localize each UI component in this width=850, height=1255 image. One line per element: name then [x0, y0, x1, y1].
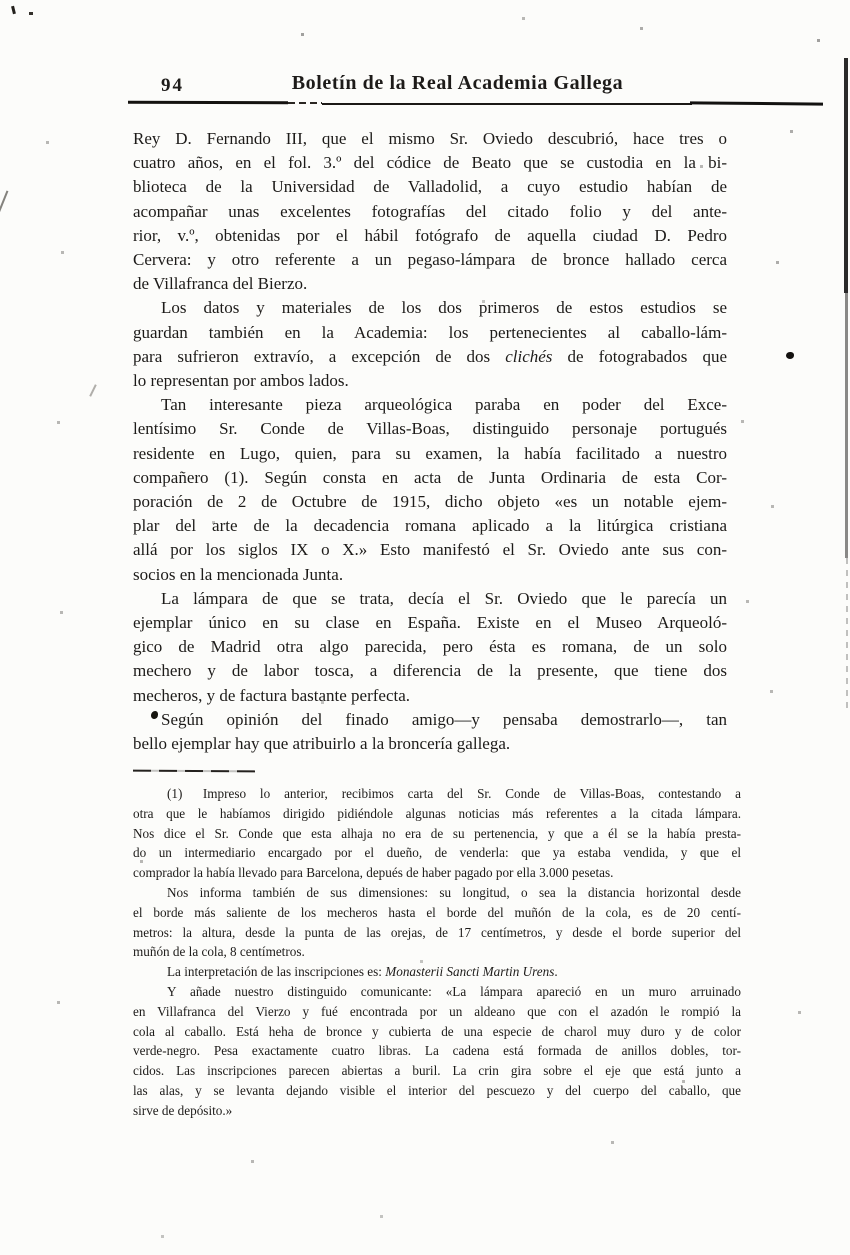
text-line: cidos. Las inscripciones parecen abiertas a buril. La crin gira sobre el eje que está junto a	[133, 1063, 741, 1079]
header-rule-middle	[322, 103, 692, 105]
text-line: otra que le habíamos dirigido pidiéndole algunas noticias más referentes a la citada lámpara.	[133, 805, 741, 821]
text-line: Y añade nuestro distinguido comunicante: «La lámpara apareció en un muro arruinado	[167, 983, 741, 999]
ink-dot-artifact	[786, 352, 794, 359]
text-line: cola al caballo. Está heha de bronce y cubierta de una especie de charol muy duro y de color	[133, 1023, 741, 1039]
journal-title: Boletín de la Real Academia Gallega	[291, 72, 624, 94]
text-line: allá por los siglos IX o X.» Esto manifestó el Sr. Oviedo ante sus con-	[133, 540, 727, 560]
scan-scratch-artifact	[0, 190, 8, 213]
text-line: ejemplar único en su clase en España. Existe en el Museo Arqueoló-	[133, 613, 727, 633]
text-line: para sufrieron extravío, a excepción de dos clichés de fotograbados que	[133, 346, 727, 366]
text-line: compañero (1). Según consta en acta de Junta Ordinaria de esta Cor-	[133, 467, 727, 487]
header-rule-left	[128, 101, 288, 104]
scan-noise-speckles	[0, 0, 1, 1]
text-line: guardan también en la Academia: los pertenecientes al caballo-lám-	[133, 322, 727, 342]
text-line: gico de Madrid otra algo parecida, pero ésta es romana, de un solo	[133, 637, 727, 657]
footnote-separator-rule	[133, 770, 255, 773]
scan-corner-mark	[11, 6, 16, 14]
header-rule-dashes	[288, 102, 322, 104]
text-line: las alas, y se levanta dejando visible el interior del pescuezo y del cuerpo del caballo, que	[133, 1082, 741, 1098]
text-line: Nos dice el Sr. Conde que esta alhaja no era de su pertenencia, y que a él se la había presta-	[133, 825, 741, 841]
scan-scratch-artifact	[89, 384, 96, 397]
text-line: Según opinión del finado amigo—y pensaba demostrarlo—, tan	[161, 709, 727, 729]
scan-edge-line	[844, 58, 848, 293]
text-line: comprador la había llevado para Barcelona, depués de haber pagado por ella 3.000 pesetas.	[133, 865, 614, 881]
text-line: plar del arte de la decadencia romana aplicado a la litúrgica cristiana	[133, 516, 727, 536]
text-line: poración de 2 de Octubre de 1915, dicho objeto «es un notable ejem-	[133, 492, 727, 512]
text-line: blioteca de la Universidad de Valladolid, a cuyo estudio habían de	[133, 177, 727, 197]
text-line: residente en Lugo, quien, para su examen, la había facilitado a nuestro	[133, 443, 727, 463]
scan-edge-line	[846, 558, 848, 708]
text-line: Los datos y materiales de los dos primeros de estos estudios se	[161, 298, 727, 318]
text-line: rior, v.º, obtenidas por el hábil fotógrafo de aquella ciudad D. Pedro	[133, 225, 727, 245]
text-line: sirve de depósito.»	[133, 1102, 233, 1118]
text-line: lentísimo Sr. Conde de Villas-Boas, distinguido personaje portugués	[133, 419, 727, 439]
text-line: La lámpara de que se trata, decía el Sr. Oviedo que le parecía un	[161, 588, 727, 608]
footnotes-column	[133, 784, 741, 1121]
text-line: verde-negro. Pesa exactamente cuatro libras. La cadena está formada de anillos dobles, tor-	[133, 1043, 741, 1059]
text-line: bello ejemplar hay que atribuirlo a la broncería gallega.	[133, 734, 511, 754]
text-line: socios en la mencionada Junta.	[133, 564, 344, 584]
text-line: (1) Impreso lo anterior, recibimos carta del Sr. Conde de Villas-Boas, contestando a	[167, 786, 741, 801]
text-line: mechero y de labor tosca, a diferencia de la presente, que tiene dos	[133, 661, 727, 681]
text-line: lo representan por ambos lados.	[133, 371, 349, 391]
text-line: Tan interesante pieza arqueológica paraba en poder del Exce-	[161, 395, 727, 415]
text-line: muñón de la cola, 8 centímetros.	[133, 944, 305, 960]
header-rule-right	[690, 101, 823, 105]
text-line: acompañar unas excelentes fotografías del citado folio y del ante-	[133, 201, 727, 221]
scan-edge-line	[845, 293, 848, 558]
text-line: Nos informa también de sus dimensiones: su longitud, o sea la distancia horizontal desde	[167, 884, 741, 900]
text-line: cuatro años, en el fol. 3.º del códice de Beato que se custodia en la bi-	[133, 153, 727, 173]
text-line: Cervera: y otro referente a un pegaso-lámpara de bronce hallado cerca	[133, 250, 727, 270]
text-line: de Villafranca del Bierzo.	[133, 274, 308, 294]
text-line: el borde más saliente de los mecheros hasta el borde del muñón de la cola, es de 20 centí-	[133, 904, 741, 920]
scan-corner-mark	[29, 12, 33, 15]
text-line: mecheros, y de factura bastante perfecta.	[133, 685, 411, 705]
text-line: do un intermediario encargado por el dueño, de venderla: que ya estaba vendida, y que el	[133, 845, 741, 861]
text-line: La interpretación de las inscripciones es: Monasterii Sancti Martin Urens.	[167, 964, 558, 980]
text-line: metros: la altura, desde la punta de las orejas, de 17 centímetros, y desde el borde superior del	[133, 924, 741, 940]
body-text-column	[133, 127, 727, 756]
page-number: 94	[161, 75, 184, 96]
text-line: en Villafranca del Vierzo y fué encontrada por un aldeano que con el azadón le rompió la	[133, 1003, 741, 1019]
text-line: Rey D. Fernando III, que el mismo Sr. Oviedo descubrió, hace tres o	[133, 129, 727, 148]
